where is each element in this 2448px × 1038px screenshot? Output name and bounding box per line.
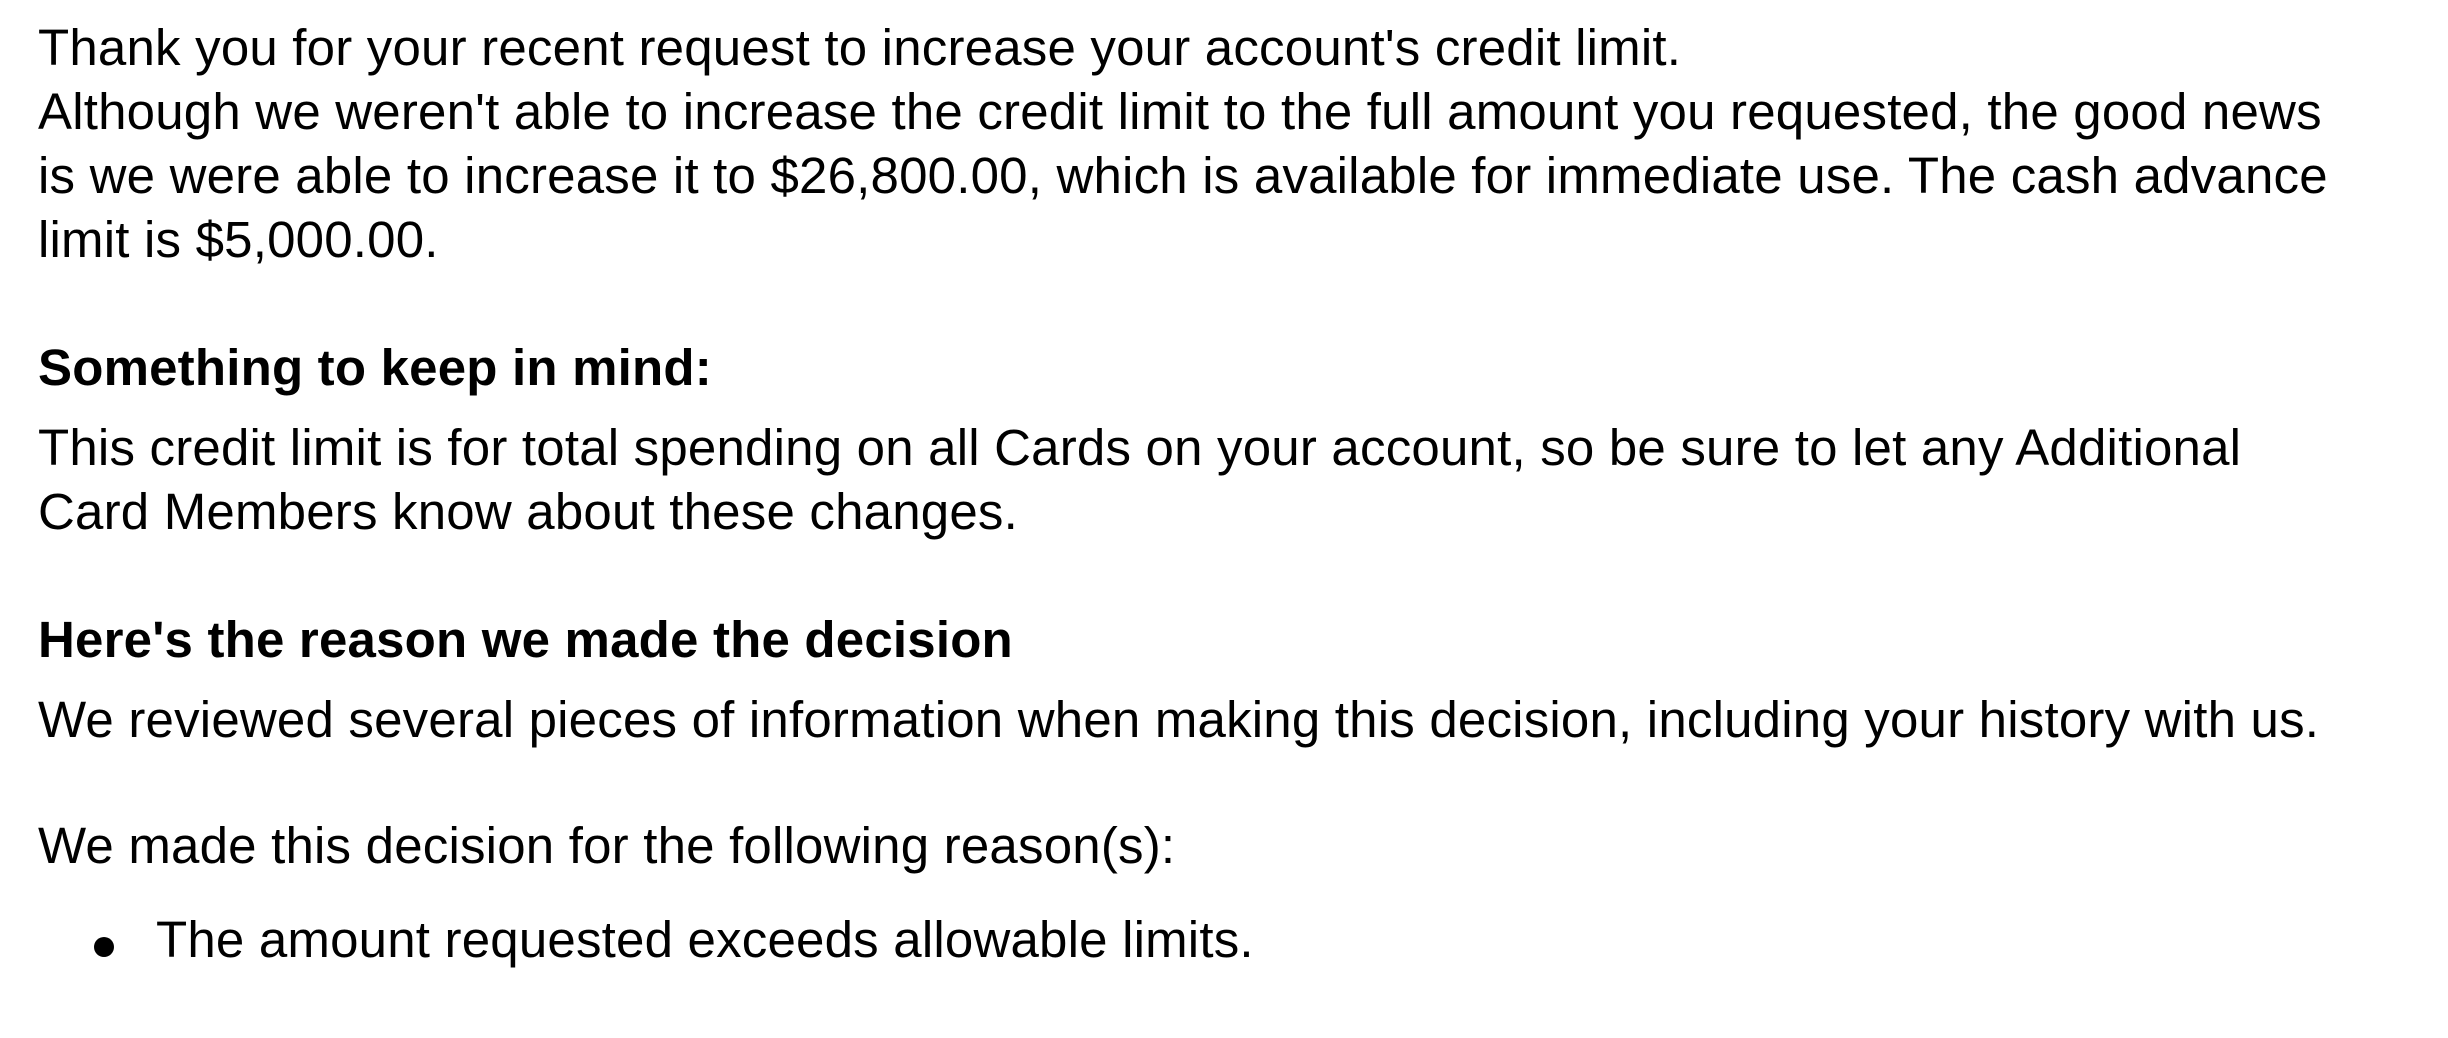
bullet-icon: [94, 937, 114, 957]
reason-heading: Here's the reason we made the decision: [38, 611, 1013, 668]
keep-in-mind-heading: Something to keep in mind:: [38, 339, 712, 396]
keep-in-mind-line-1: This credit limit is for total spending on all Cards on your account, so be sure to let any Additional: [38, 419, 2242, 476]
decision-line-2: is we were able to increase it to $26,800.00, which is available for immediate use. The cash advance: [38, 147, 2328, 204]
thank-you-sentence: Thank you for your recent request to increase your account's credit limit.: [38, 19, 1682, 76]
keep-in-mind-line-2: Card Members know about these changes.: [38, 483, 1018, 540]
decision-line-3: limit is $5,000.00.: [38, 211, 439, 268]
decision-line-1: Although we weren't able to increase the credit limit to the full amount you requested, the good news: [38, 83, 2322, 140]
reason-list-intro: We made this decision for the following reason(s):: [38, 817, 1176, 874]
list-item: The amount requested exceeds allowable limits.: [156, 911, 1254, 968]
reason-body: We reviewed several pieces of information when making this decision, including your history with us.: [38, 691, 2320, 748]
